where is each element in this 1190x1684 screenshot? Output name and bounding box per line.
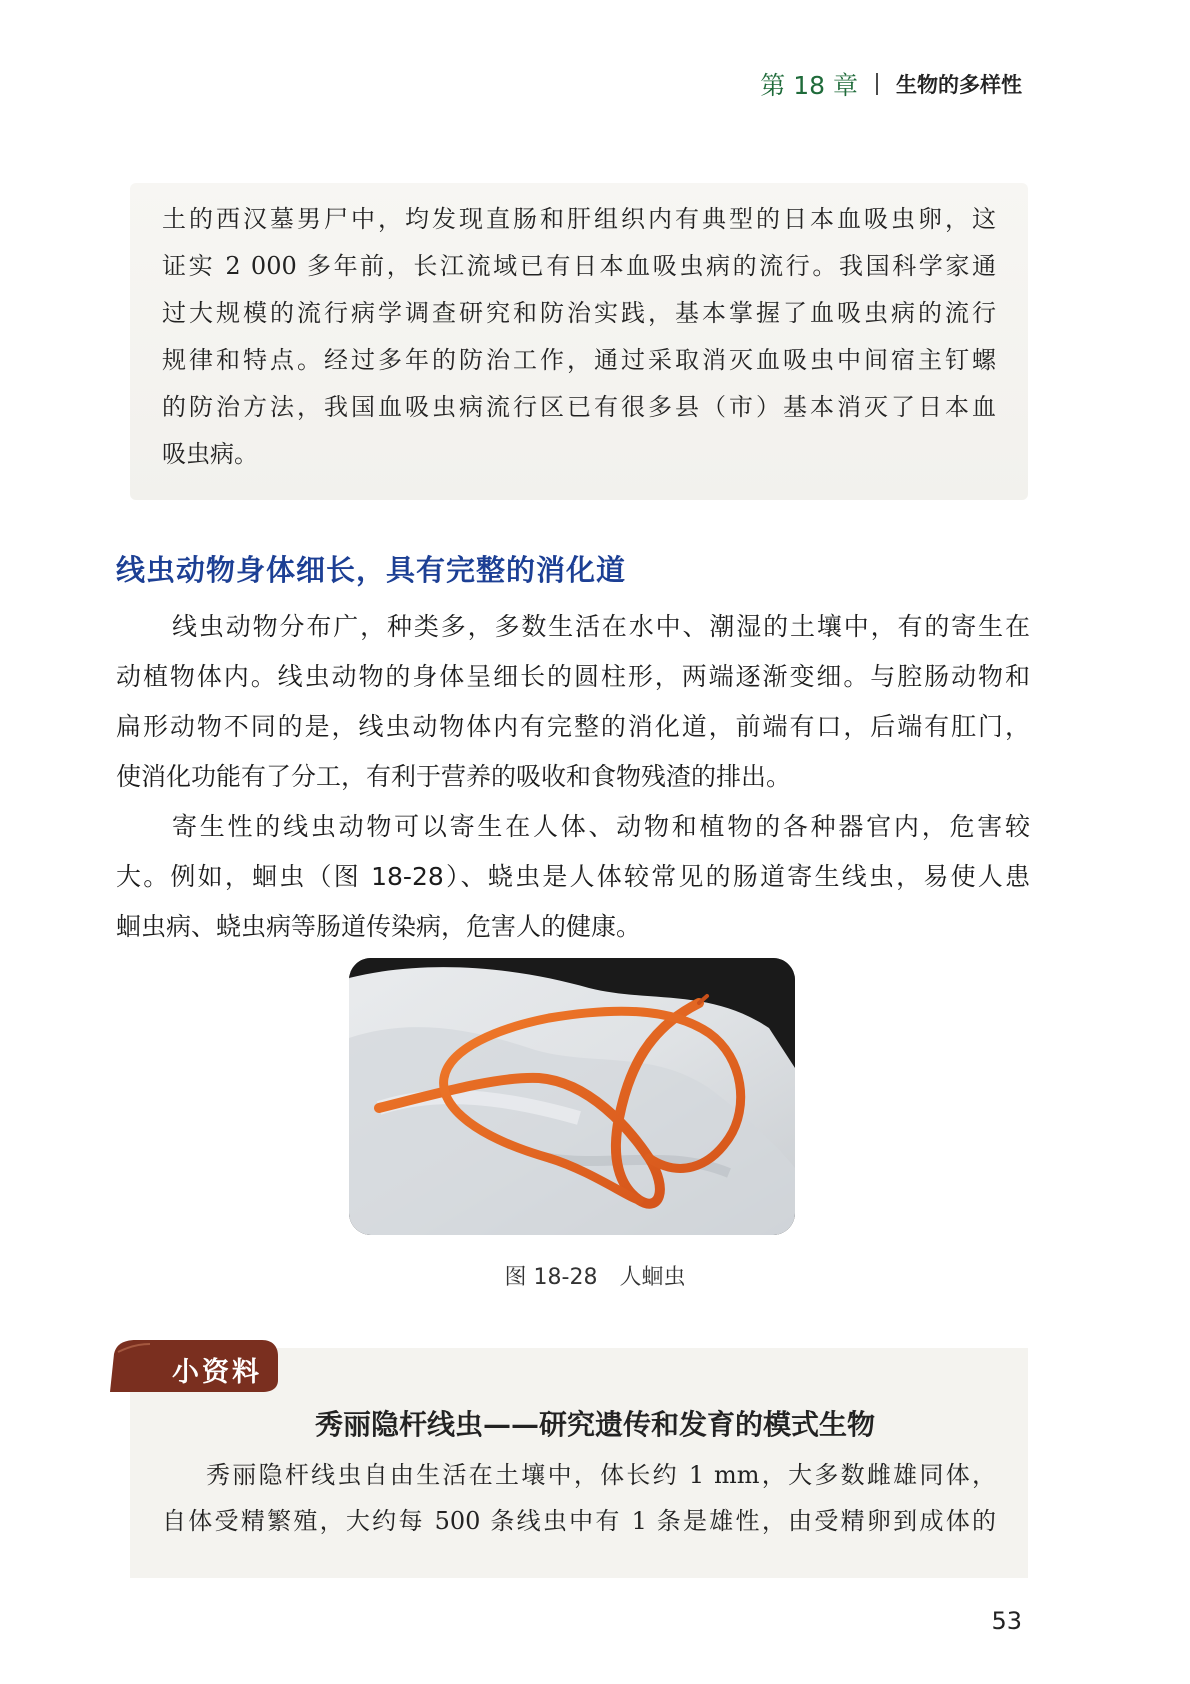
body-line: 扁形动物不同的是，线虫动物体内有完整的消化道，前端有口，后端有肛门， (116, 712, 1030, 741)
chapter-title: 生物的多样性 (896, 73, 1022, 97)
material-tag-label: 小资料 (172, 1357, 262, 1388)
running-header (760, 66, 1022, 102)
material-line: 自体受精繁殖，大约每 500 条线虫中有 1 条是雄性，由受精卵到成体的 (162, 1507, 996, 1535)
material-line: 秀丽隐杆线虫自由生活在土壤中，体长约 1 mm，大多数雌雄同体， (206, 1461, 996, 1489)
body-line: 寄生性的线虫动物可以寄生在人体、动物和植物的各种器官内，危害较 (172, 812, 1030, 841)
info-line: 的防治方法，我国血吸虫病流行区已有很多县（市）基本消灭了日本血 (162, 393, 996, 421)
roundworm-photo (349, 958, 795, 1235)
header-divider (876, 73, 878, 95)
body-line: 大。例如，蛔虫（图 18-28）、蛲虫是人体较常见的肠道寄生线虫，易使人患 (116, 862, 1030, 891)
material-title: 秀丽隐杆线虫——研究遗传和发育的模式生物 (314, 1408, 875, 1441)
roundworm-illustration (349, 958, 795, 1235)
material-tag (110, 1340, 280, 1396)
figure-number: 图 18-28 (504, 1265, 598, 1290)
chapter-number: 第 18 章 (760, 71, 858, 100)
figure-caption (0, 1260, 1190, 1291)
page-number: 53 (991, 1607, 1022, 1635)
info-line: 土的西汉墓男尸中，均发现直肠和肝组织内有典型的日本血吸虫卵，这 (162, 205, 996, 233)
body-line: 动植物体内。线虫动物的身体呈细长的圆柱形，两端逐渐变细。与腔肠动物和 (116, 662, 1030, 691)
body-line: 使消化功能有了分工，有利于营养的吸收和食物残渣的排出。 (116, 762, 792, 791)
info-line: 过大规模的流行病学调查研究和防治实践，基本掌握了血吸虫病的流行 (162, 299, 996, 327)
body-line: 线虫动物分布广，种类多，多数生活在水中、潮湿的土壤中，有的寄生在 (172, 612, 1030, 641)
body-line: 蛔虫病、蛲虫病等肠道传染病，危害人的健康。 (116, 912, 642, 941)
section-heading: 线虫动物身体细长，具有完整的消化道 (116, 553, 627, 587)
info-line: 规律和特点。经过多年的防治工作，通过采取消灭血吸虫中间宿主钉螺 (162, 346, 996, 374)
figure-caption-text: 人蛔虫 (619, 1265, 686, 1290)
info-line: 吸虫病。 (162, 440, 258, 468)
info-line: 证实 2 000 多年前，长江流域已有日本血吸虫病的流行。我国科学家通 (162, 252, 996, 280)
